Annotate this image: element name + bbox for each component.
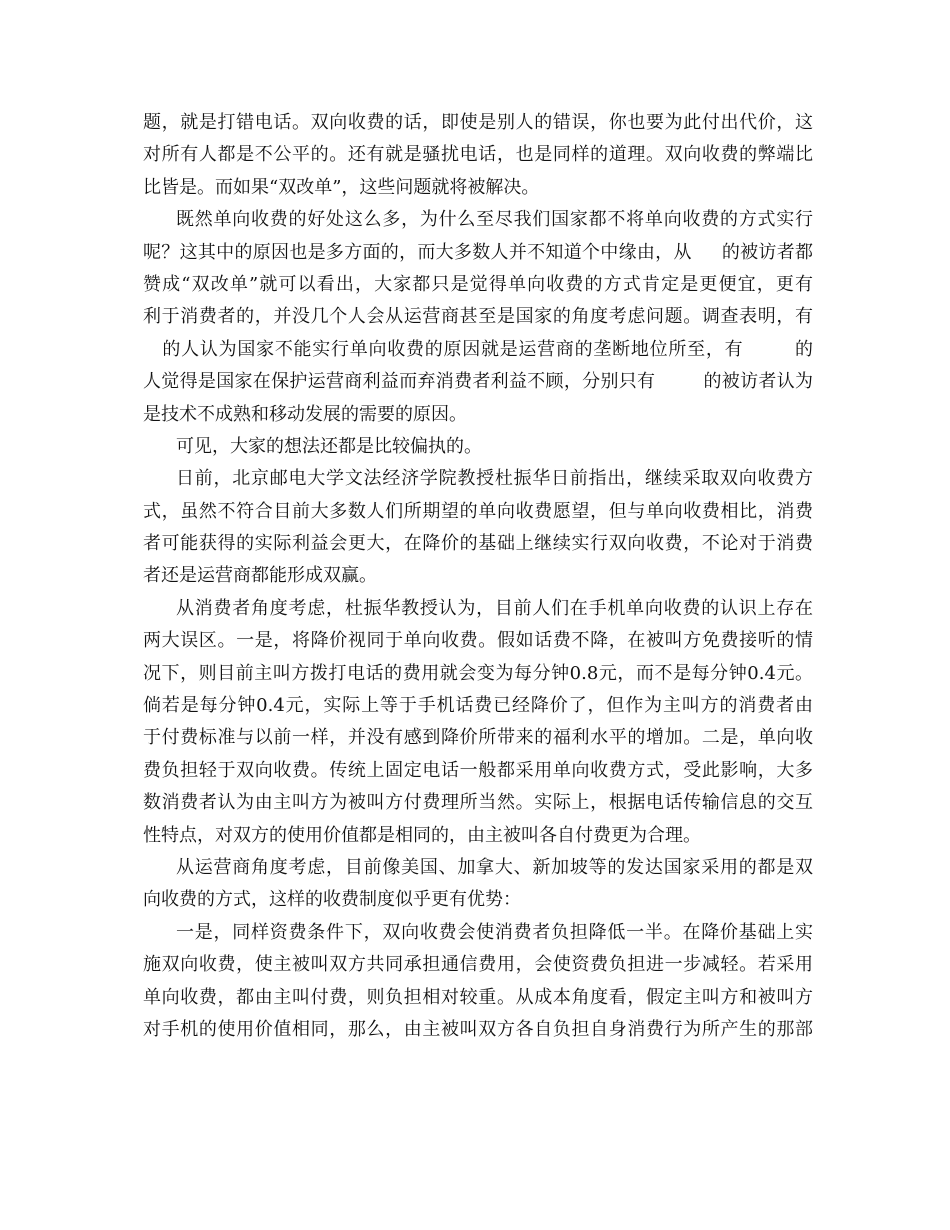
text-line: 数消费者认为由主叫方为被叫方付费理所当然。实际上，根据电话传输信息的交互 xyxy=(143,792,813,814)
text-line: 人觉得是国家在保护运营商利益而弃消费者利益不顾，分别只有 的被访者认为 xyxy=(143,371,813,393)
text-line: 施双向收费，使主被叫双方共同承担通信费用，会使资费负担进一步减轻。若采用 xyxy=(143,954,813,976)
text-line: 从运营商角度考虑，目前像美国、加拿大、新加坡等的发达国家采用的都是双 xyxy=(176,856,813,878)
text-line: 式，虽然不符合目前大多数人们所期望的单向收费愿望，但与单向收费相比，消费 xyxy=(143,500,813,522)
text-line: 倘若是每分钟0.4元，实际上等于手机话费已经降价了，但作为主叫方的消费者由 xyxy=(143,695,813,717)
text-line: 是技术不成熟和移动发展的需要的原因。 xyxy=(143,403,467,425)
text-line: 者还是运营商都能形成双赢。 xyxy=(143,565,377,587)
text-line: 既然单向收费的好处这么多，为什么至尽我们国家都不将单向收费的方式实行 xyxy=(176,209,813,231)
text-line: 况下，则目前主叫方拨打电话的费用就会变为每分钟0.8元，而不是每分钟0.4元。 xyxy=(143,662,813,684)
document-body xyxy=(143,107,813,1046)
text-line: 呢？这其中的原因也是多方面的，而大多数人并不知道个中缘由，从 的被访者都 xyxy=(143,241,813,263)
text-line: 性特点，对双方的使用价值都是相同的，由主被叫各自付费更为合理。 xyxy=(143,824,701,846)
text-line: 费负担轻于双向收费。传统上固定电话一般都采用单向收费方式，受此影响，大多 xyxy=(143,759,813,781)
text-line: 单向收费，都由主叫付费，则负担相对较重。从成本角度看，假定主叫方和被叫方 xyxy=(143,986,813,1008)
text-line: 可见，大家的想法还都是比较偏执的。 xyxy=(176,435,482,457)
text-line: 对所有人都是不公平的。还有就是骚扰电话，也是同样的道理。双向收费的弊端比 xyxy=(143,144,813,166)
text-line: 赞成“双改单”就可以看出，大家都只是觉得单向收费的方式肯定是更便宜，更有 xyxy=(143,273,813,295)
text-line: 两大误区。一是，将降价视同于单向收费。假如话费不降，在被叫方免费接听的情 xyxy=(143,630,813,652)
text-line: 利于消费者的，并没几个人会从运营商甚至是国家的角度考虑问题。调查表明，有 xyxy=(143,306,813,328)
text-line: 比皆是。而如果“双改单”，这些问题就将被解决。 xyxy=(143,176,540,198)
text-line: 者可能获得的实际利益会更大，在降价的基础上继续实行双向收费，不论对于消费 xyxy=(143,533,813,555)
text-line: 向收费的方式，这样的收费制度似乎更有优势： xyxy=(143,889,521,911)
text-line: 一是，同样资费条件下，双向收费会使消费者负担降低一半。在降价基础上实 xyxy=(176,921,813,943)
text-line: 对手机的使用价值相同，那么，由主被叫双方各自负担自身消费行为所产生的那部 xyxy=(143,1018,813,1040)
text-line: 日前，北京邮电大学文法经济学院教授杜振华日前指出，继续采取双向收费方 xyxy=(176,468,813,490)
text-line: 题，就是打错电话。双向收费的话，即使是别人的错误，你也要为此付出代价，这 xyxy=(143,112,813,133)
text-line: 从消费者角度考虑，杜振华教授认为，目前人们在手机单向收费的认识上存在 xyxy=(176,597,813,619)
text-line: 于付费标准与以前一样，并没有感到降价所带来的福利水平的增加。二是，单向收 xyxy=(143,727,813,749)
text-line: 的人认为国家不能实行单向收费的原因就是运营商的垄断地位所至，有 的 xyxy=(143,338,813,360)
